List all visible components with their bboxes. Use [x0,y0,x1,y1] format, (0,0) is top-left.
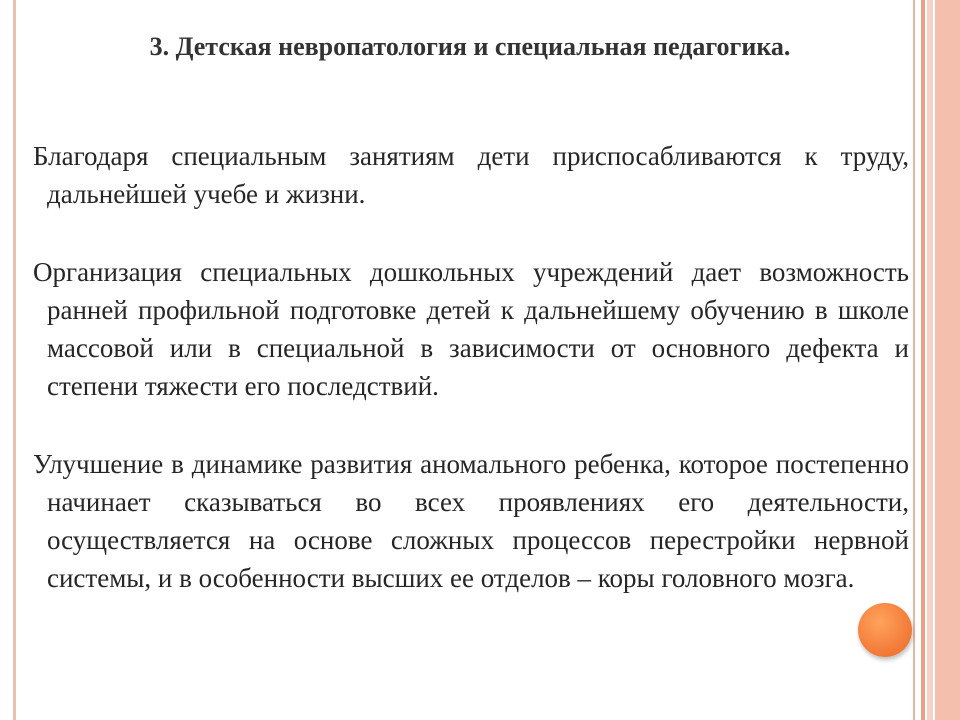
orange-circle-decoration [858,603,912,657]
paragraph-1: Благодаря специальным занятиям дети приспосабливаются к труду, дальнейшей учебе и жизни. [33,141,909,209]
left-frame-line [13,0,16,720]
right-stripe-accent [921,0,925,720]
paragraph-3: Улучшение в динамике развития аномального ребенка, которое постепенно начинает сказываться во всех проявлениях его деятельности, осуществляется на основе сложных процессов перестройки нервной системы, и в особенности высших ее отделов – коры головного мозга. [33,449,909,593]
right-stripe-light [927,0,933,720]
right-stripe-wide [935,0,960,720]
right-stripe-thin [913,0,915,720]
paragraph-2: Организация специальных дошкольных учреждений дает возможность ранней профильной подготовке детей к дальнейшему обучению в школе массовой или в специальной в зависимости от основного дефекта и степени тяжести его последствий. [33,257,909,401]
slide-title: 3. Детская невропатология и специальная педагогика. [149,32,791,61]
